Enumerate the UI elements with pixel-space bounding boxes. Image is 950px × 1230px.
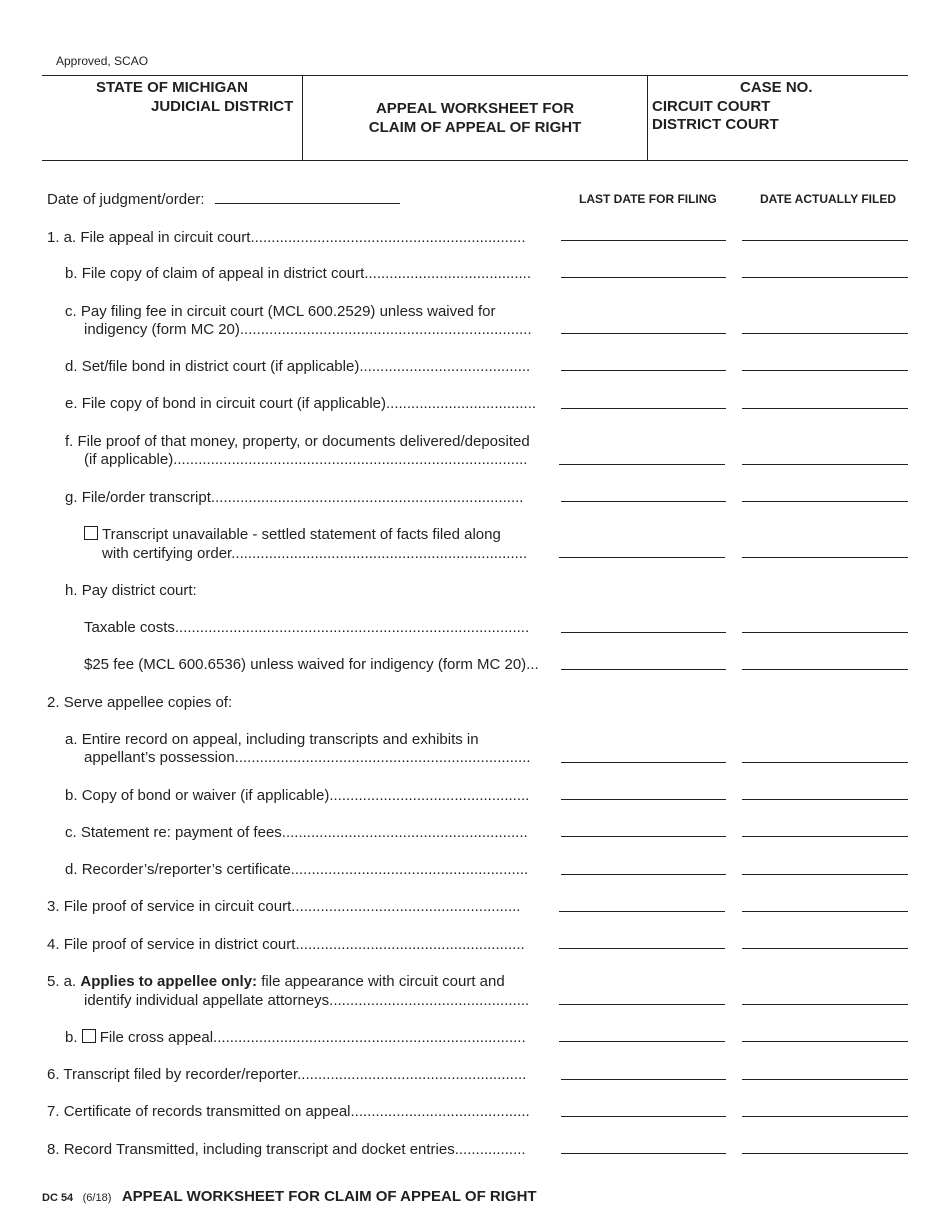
row-1d: [65, 357, 530, 376]
row-number: 6.: [47, 1066, 60, 1083]
row-1f-cont: [84, 450, 527, 469]
col-date-filed: DATE ACTUALLY FILED: [760, 192, 897, 206]
date-judgment-label: Date of judgment/order:: [47, 191, 205, 208]
row-text: Entire record on appeal, including transcripts and exhibits in: [81, 731, 479, 748]
last-date-field-1f[interactable]: [559, 464, 725, 465]
header-divider-left: [302, 76, 303, 160]
row-text: File proof of service in circuit court: [63, 898, 292, 915]
row-number: f.: [65, 433, 74, 450]
row-text: File copy of claim of appeal in district court: [81, 265, 365, 282]
leader-dots: ...: [526, 656, 539, 673]
last-date-field-2a[interactable]: [561, 762, 726, 763]
form-title-line1: APPEAL WORKSHEET FOR: [375, 100, 575, 117]
row-text: Statement re: payment of fees: [80, 824, 282, 841]
last-date-field-3[interactable]: [559, 911, 725, 912]
leader-dots: ....................................: [386, 395, 537, 412]
leader-dots: ...........................................................................: [213, 1029, 526, 1046]
leader-dots: .......................................................................: [234, 749, 531, 766]
leader-dots: ........................................: [364, 265, 532, 282]
leader-dots: .....................................................................................: [174, 619, 530, 636]
filed-date-field-1d[interactable]: [742, 370, 908, 371]
leader-dots: ...........................................................................: [210, 489, 524, 506]
state-label: STATE OF MICHIGAN: [96, 79, 248, 96]
row-bold-text: Applies to appellee only:: [80, 973, 258, 990]
row-text: appellant’s possession: [84, 749, 235, 766]
row-5a-cont: [84, 991, 529, 1010]
row-text: File copy of bond in circuit court (if applicable): [81, 395, 386, 412]
row-number: 3.: [47, 898, 60, 915]
last-date-field-1b[interactable]: [561, 277, 726, 278]
row-number: b.: [65, 1029, 78, 1046]
last-date-field-1g-sub[interactable]: [559, 557, 725, 558]
form-version: (6/18): [82, 1192, 112, 1204]
row-1f: [65, 432, 530, 451]
row-2b: [65, 786, 529, 805]
row-text: Recorder’s/reporter’s certificate: [81, 861, 291, 878]
filed-date-field-5b[interactable]: [742, 1041, 908, 1042]
row-text: File proof of that money, property, or documents delivered/deposited: [77, 433, 530, 450]
row-text: with certifying order: [102, 545, 232, 562]
row-text: Pay filing fee in circuit court (MCL 600.2529) unless waived for: [80, 303, 496, 320]
row-5a: [47, 972, 505, 991]
row-2: [47, 693, 232, 712]
date-judgment-field[interactable]: [215, 203, 400, 204]
row-text: File appeal in circuit court: [80, 229, 251, 246]
row-number: d.: [65, 358, 78, 375]
row-number: b.: [65, 265, 78, 282]
row-number: 8.: [47, 1141, 60, 1158]
last-date-field-8[interactable]: [561, 1153, 726, 1154]
leader-dots: .......................................................................: [231, 545, 528, 562]
form-code: DC 54: [42, 1192, 74, 1204]
last-date-field-1c[interactable]: [561, 333, 726, 334]
row-number: 5. a.: [47, 973, 77, 990]
leader-dots: .......................................................: [295, 936, 525, 953]
last-date-field-1a[interactable]: [561, 240, 726, 241]
filed-date-field-1c[interactable]: [742, 333, 908, 334]
row-1h: [65, 581, 197, 600]
leader-dots: ...........................................: [350, 1103, 530, 1120]
leader-dots: ................................................: [329, 787, 530, 804]
filed-date-field-2c[interactable]: [742, 836, 908, 837]
last-date-field-1h-fee[interactable]: [561, 669, 726, 670]
row-text: Serve appellee copies of:: [63, 694, 233, 711]
filed-date-field-3[interactable]: [742, 911, 908, 912]
footer: [42, 1188, 537, 1206]
leader-dots: .........................................................: [290, 861, 529, 878]
judicial-district-label: JUDICIAL DISTRICT: [151, 98, 294, 115]
filed-date-field-2a[interactable]: [742, 762, 908, 763]
last-date-field-1h-tax[interactable]: [561, 632, 726, 633]
last-date-field-5a[interactable]: [559, 1004, 725, 1005]
row-text: Record Transmitted, including transcript and docket entries: [63, 1141, 455, 1158]
filed-date-field-1h-tax[interactable]: [742, 632, 908, 633]
leader-dots: .........................................: [359, 358, 531, 375]
row-number: e.: [65, 395, 78, 412]
filed-date-field-1g-sub[interactable]: [742, 557, 908, 558]
row-2a-cont: [84, 748, 531, 767]
last-date-field-1e[interactable]: [561, 408, 726, 409]
leader-dots: ..................................................................: [250, 229, 526, 246]
row-text: $25 fee (MCL 600.6536) unless waived for indigency (form MC 20): [84, 656, 527, 673]
row-1g-transcript-unavailable: [84, 525, 501, 544]
filed-date-field-6[interactable]: [742, 1079, 908, 1080]
last-date-field-5b[interactable]: [559, 1041, 725, 1042]
row-text: File proof of service in district court: [63, 936, 296, 953]
leader-dots: ......................................................................: [239, 321, 532, 338]
circuit-court-label: CIRCUIT COURT: [652, 98, 771, 115]
leader-dots: .......................................................: [297, 1066, 527, 1083]
row-text: Pay district court:: [81, 582, 197, 599]
col-last-date: LAST DATE FOR FILING: [579, 192, 717, 206]
row-1g: [65, 488, 523, 507]
district-court-label: DISTRICT COURT: [652, 116, 779, 133]
last-date-field-2c[interactable]: [561, 836, 726, 837]
row-number: a.: [65, 731, 78, 748]
row-1b: [65, 264, 531, 283]
leader-dots: .................: [454, 1141, 526, 1158]
row-text: file appearance with circuit court and: [257, 973, 505, 990]
transcript-unavailable-checkbox[interactable]: [84, 526, 98, 540]
row-1e: [65, 394, 536, 413]
row-number: 1. a.: [47, 229, 77, 246]
row-4: [47, 935, 525, 954]
leader-dots: .......................................................: [291, 898, 521, 915]
last-date-field-4[interactable]: [559, 948, 725, 949]
row-5b: [65, 1028, 526, 1047]
row-number: b.: [65, 787, 78, 804]
header-divider-right: [647, 76, 648, 160]
footer-title: APPEAL WORKSHEET FOR CLAIM OF APPEAL OF RIGHT: [121, 1188, 537, 1205]
row-1h-taxable: [84, 618, 529, 637]
row-text: File/order transcript: [81, 489, 211, 506]
row-1h-fee: [84, 655, 539, 674]
last-date-field-6[interactable]: [561, 1079, 726, 1080]
row-8: [47, 1140, 526, 1159]
row-text: Taxable costs: [84, 619, 175, 636]
row-1c-cont: [84, 320, 532, 339]
row-text: Set/file bond in district court (if applicable): [81, 358, 360, 375]
filed-date-field-1g[interactable]: [742, 501, 908, 502]
case-no-label: CASE NO.: [740, 79, 813, 96]
last-date-field-7[interactable]: [561, 1116, 726, 1117]
form-title-line2: CLAIM OF APPEAL OF RIGHT: [368, 119, 582, 136]
row-2a: [65, 730, 479, 749]
row-text: Transcript filed by recorder/reporter: [63, 1066, 298, 1083]
row-number: c.: [65, 824, 77, 841]
row-1g-sub-cont: [102, 544, 527, 563]
row-number: 2.: [47, 694, 60, 711]
filed-date-field-1h-fee[interactable]: [742, 669, 908, 670]
filed-date-field-7[interactable]: [742, 1116, 908, 1117]
filed-date-field-1b[interactable]: [742, 277, 908, 278]
row-number: h.: [65, 582, 78, 599]
row-2d: [65, 860, 528, 879]
last-date-field-2b[interactable]: [561, 799, 726, 800]
last-date-field-1g[interactable]: [561, 501, 726, 502]
cross-appeal-checkbox[interactable]: [82, 1029, 96, 1043]
leader-dots: ...........................................................: [281, 824, 528, 841]
row-6: [47, 1065, 526, 1084]
approved-label: Approved, SCAO: [56, 54, 149, 68]
row-text: Copy of bond or waiver (if applicable): [81, 787, 330, 804]
last-date-field-2d[interactable]: [561, 874, 726, 875]
row-number: d.: [65, 861, 78, 878]
row-text: File cross appeal: [99, 1029, 214, 1046]
row-number: g.: [65, 489, 78, 506]
row-text: Transcript unavailable - settled statement of facts filed along: [102, 526, 501, 543]
leader-dots: .....................................................................................: [173, 451, 528, 468]
row-number: 4.: [47, 936, 60, 953]
row-7: [47, 1102, 530, 1121]
filed-date-field-4[interactable]: [742, 948, 908, 949]
filed-date-field-8[interactable]: [742, 1153, 908, 1154]
row-1a: [47, 228, 526, 247]
row-number: 7.: [47, 1103, 60, 1120]
row-text: identify individual appellate attorneys: [84, 992, 330, 1009]
filed-date-field-1a[interactable]: [742, 240, 908, 241]
filed-date-field-2b[interactable]: [742, 799, 908, 800]
row-3: [47, 897, 520, 916]
filed-date-field-1e[interactable]: [742, 408, 908, 409]
row-text: indigency (form MC 20): [84, 321, 240, 338]
row-2c: [65, 823, 528, 842]
leader-dots: ................................................: [329, 992, 530, 1009]
row-text: Certificate of records transmitted on appeal: [63, 1103, 351, 1120]
row-number: c.: [65, 303, 77, 320]
filed-date-field-1f[interactable]: [742, 464, 908, 465]
row-1c: [65, 302, 495, 321]
last-date-field-1d[interactable]: [561, 370, 726, 371]
filed-date-field-5a[interactable]: [742, 1004, 908, 1005]
filed-date-field-2d[interactable]: [742, 874, 908, 875]
row-text: (if applicable): [84, 451, 174, 468]
